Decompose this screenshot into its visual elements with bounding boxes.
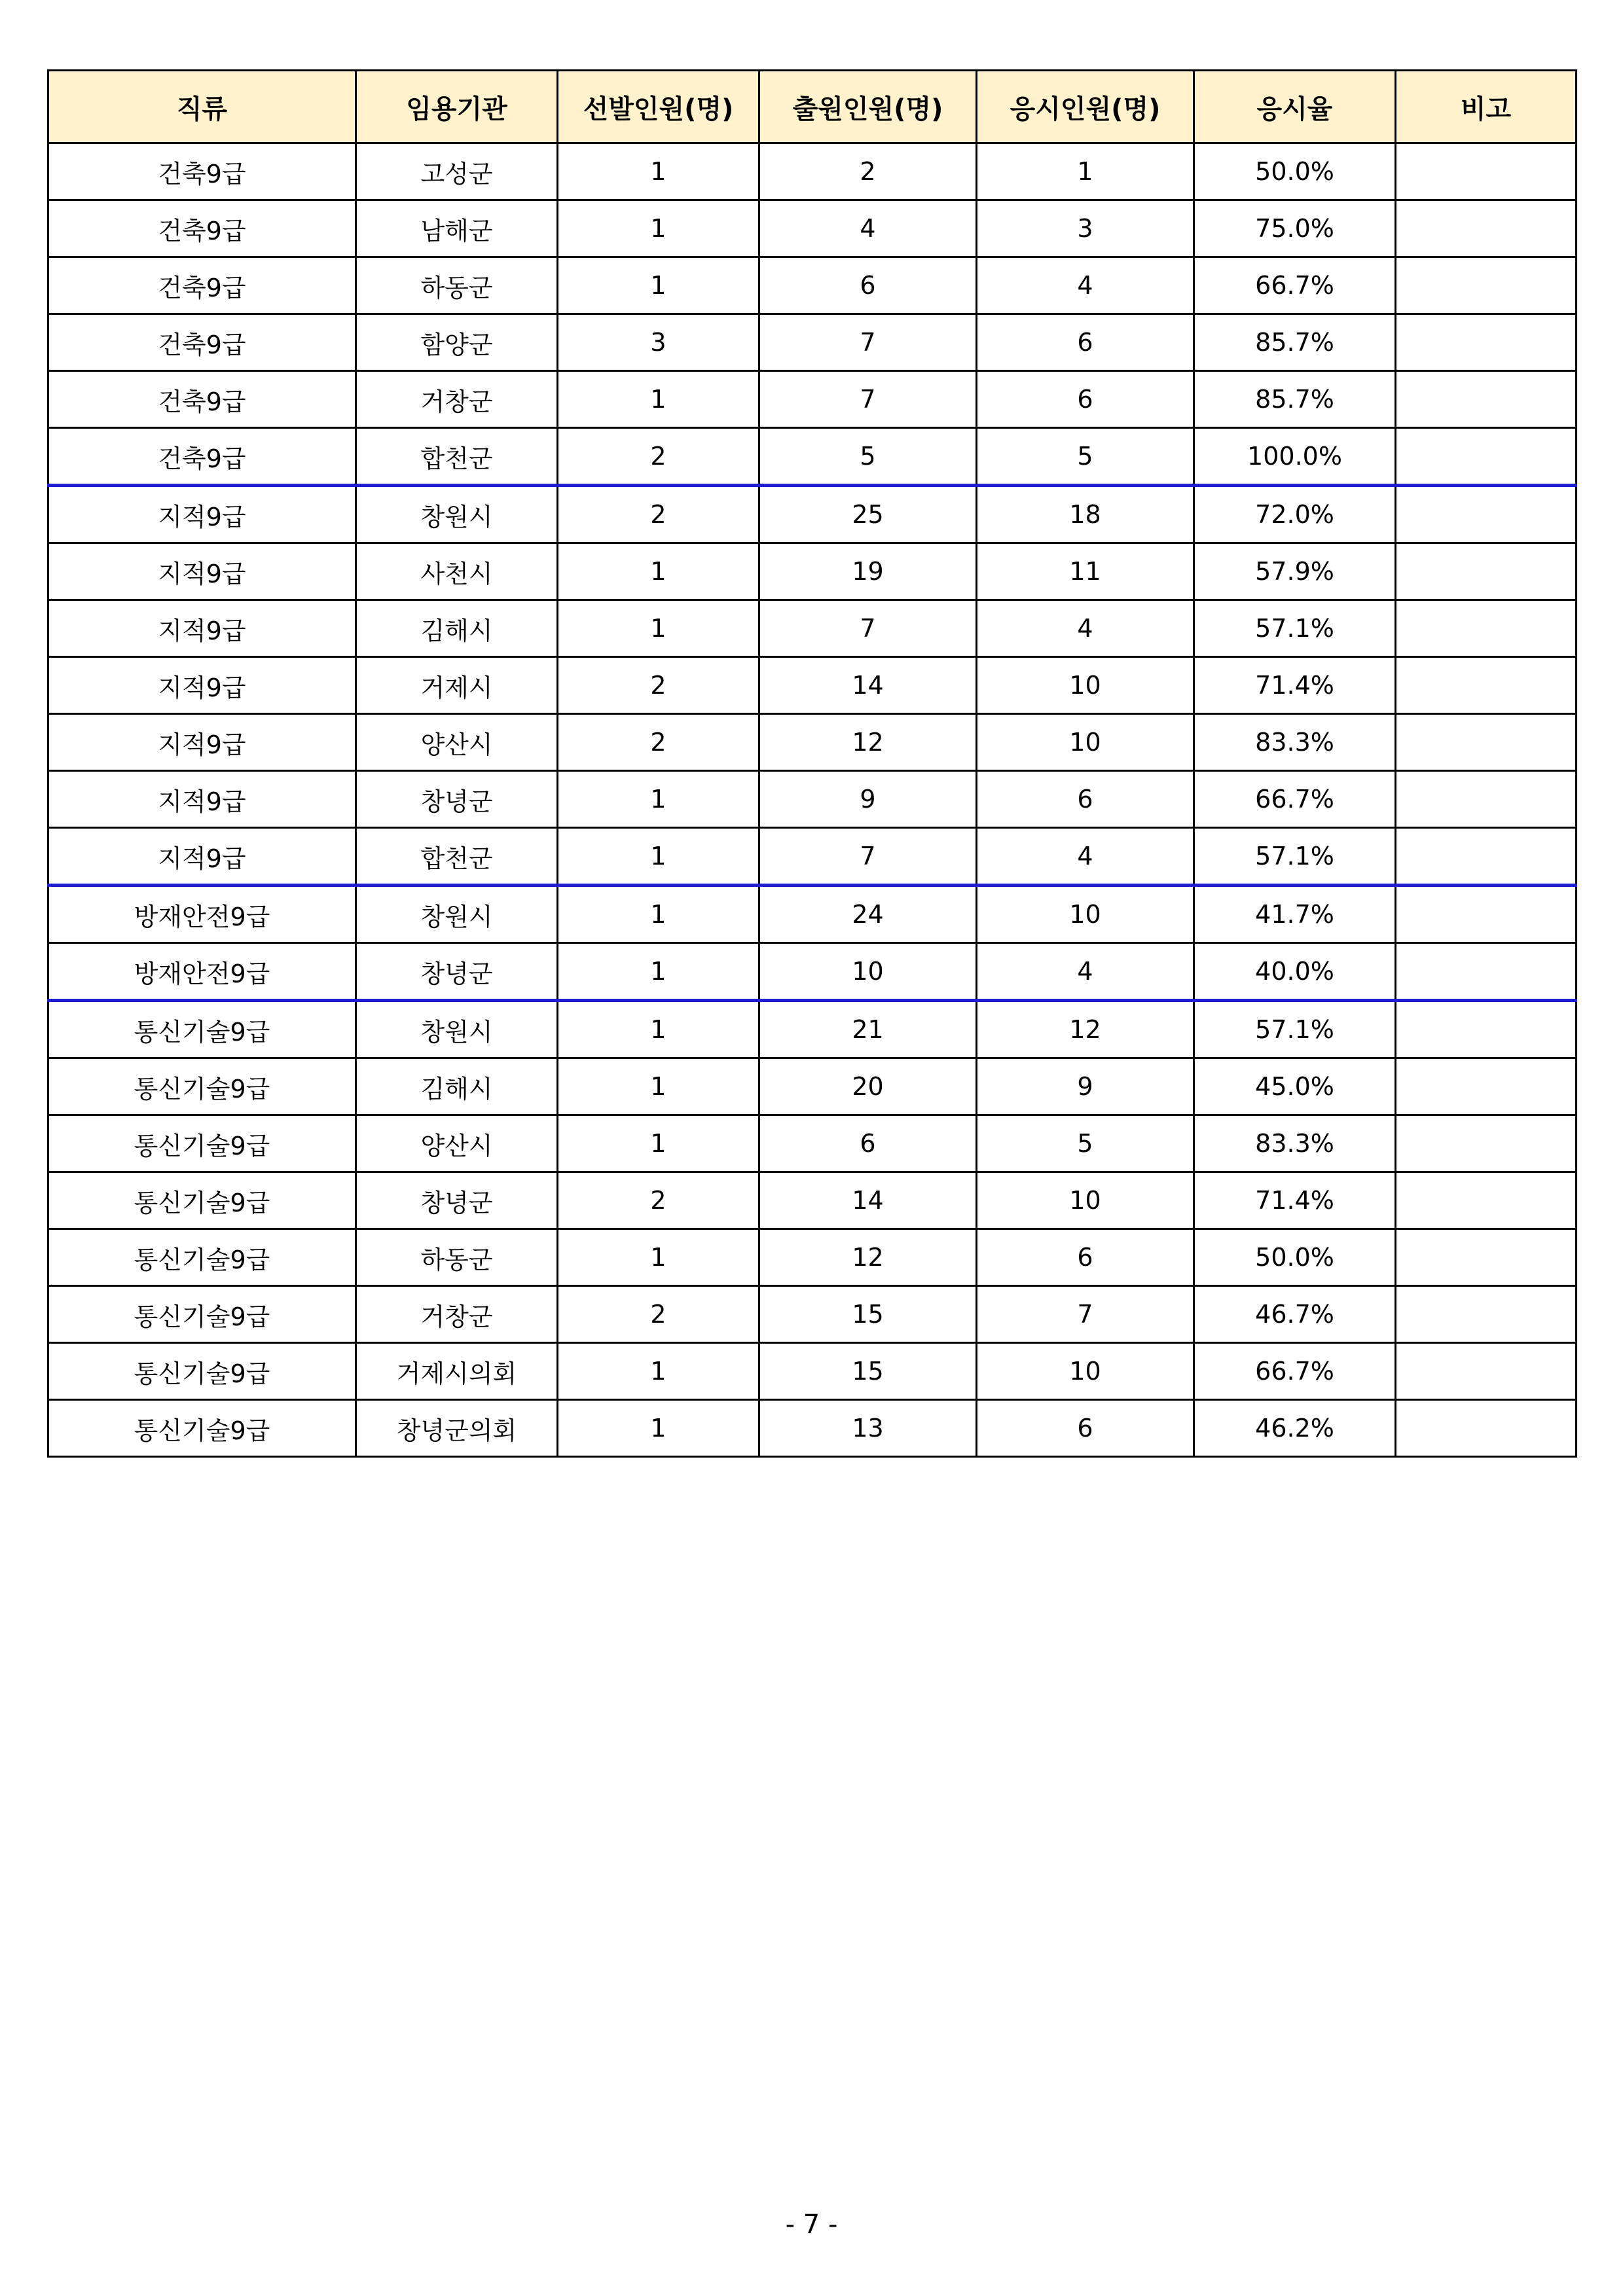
cell-examinee-count: 12 xyxy=(977,1001,1194,1058)
cell-job-class: 통신기술9급 xyxy=(48,1229,356,1286)
cell-remarks xyxy=(1396,1343,1577,1400)
cell-examinee-count: 18 xyxy=(977,486,1194,543)
cell-exam-rate: 85.7% xyxy=(1194,371,1396,428)
cell-examinee-count: 4 xyxy=(977,943,1194,1001)
table-row xyxy=(48,771,1577,828)
cell-selected-count: 1 xyxy=(558,1001,759,1058)
cell-agency: 하동군 xyxy=(356,1229,558,1286)
cell-examinee-count: 5 xyxy=(977,1115,1194,1172)
cell-agency: 창녕군 xyxy=(356,943,558,1001)
cell-exam-rate: 50.0% xyxy=(1194,143,1396,200)
cell-agency: 사천시 xyxy=(356,543,558,600)
cell-examinee-count: 7 xyxy=(977,1286,1194,1343)
cell-agency: 고성군 xyxy=(356,143,558,200)
cell-selected-count: 1 xyxy=(558,600,759,657)
cell-job-class: 방재안전9급 xyxy=(48,886,356,943)
cell-remarks xyxy=(1396,1172,1577,1229)
cell-applicant-count: 7 xyxy=(759,828,977,886)
cell-selected-count: 2 xyxy=(558,714,759,771)
cell-remarks xyxy=(1396,771,1577,828)
cell-exam-rate: 72.0% xyxy=(1194,486,1396,543)
cell-selected-count: 1 xyxy=(558,200,759,257)
cell-selected-count: 1 xyxy=(558,543,759,600)
cell-exam-rate: 66.7% xyxy=(1194,771,1396,828)
header-selected-count: 선발인원(명) xyxy=(558,71,759,143)
cell-examinee-count: 9 xyxy=(977,1058,1194,1115)
cell-selected-count: 1 xyxy=(558,257,759,314)
cell-remarks xyxy=(1396,371,1577,428)
cell-applicant-count: 25 xyxy=(759,486,977,543)
cell-applicant-count: 5 xyxy=(759,428,977,486)
cell-examinee-count: 6 xyxy=(977,1400,1194,1457)
cell-selected-count: 1 xyxy=(558,828,759,886)
cell-applicant-count: 10 xyxy=(759,943,977,1001)
cell-job-class: 통신기술9급 xyxy=(48,1172,356,1229)
table-row xyxy=(48,886,1577,943)
cell-applicant-count: 13 xyxy=(759,1400,977,1457)
cell-selected-count: 1 xyxy=(558,371,759,428)
cell-selected-count: 2 xyxy=(558,1286,759,1343)
cell-examinee-count: 10 xyxy=(977,886,1194,943)
cell-agency: 창원시 xyxy=(356,1001,558,1058)
cell-selected-count: 2 xyxy=(558,428,759,486)
cell-applicant-count: 14 xyxy=(759,657,977,714)
cell-remarks xyxy=(1396,314,1577,371)
cell-exam-rate: 46.2% xyxy=(1194,1400,1396,1457)
cell-applicant-count: 6 xyxy=(759,257,977,314)
cell-exam-rate: 66.7% xyxy=(1194,1343,1396,1400)
table-row xyxy=(48,543,1577,600)
cell-job-class: 건축9급 xyxy=(48,314,356,371)
cell-selected-count: 2 xyxy=(558,657,759,714)
cell-agency: 창녕군의회 xyxy=(356,1400,558,1457)
cell-agency: 남해군 xyxy=(356,200,558,257)
cell-examinee-count: 10 xyxy=(977,1172,1194,1229)
table-row xyxy=(48,1058,1577,1115)
cell-job-class: 지적9급 xyxy=(48,828,356,886)
cell-selected-count: 1 xyxy=(558,1400,759,1457)
cell-selected-count: 3 xyxy=(558,314,759,371)
cell-job-class: 지적9급 xyxy=(48,657,356,714)
cell-agency: 창원시 xyxy=(356,886,558,943)
cell-exam-rate: 71.4% xyxy=(1194,657,1396,714)
cell-job-class: 지적9급 xyxy=(48,771,356,828)
cell-exam-rate: 100.0% xyxy=(1194,428,1396,486)
cell-exam-rate: 41.7% xyxy=(1194,886,1396,943)
table-row xyxy=(48,314,1577,371)
cell-remarks xyxy=(1396,1058,1577,1115)
cell-exam-rate: 75.0% xyxy=(1194,200,1396,257)
cell-job-class: 건축9급 xyxy=(48,428,356,486)
header-agency: 임용기관 xyxy=(356,71,558,143)
cell-selected-count: 2 xyxy=(558,1172,759,1229)
cell-exam-rate: 85.7% xyxy=(1194,314,1396,371)
cell-applicant-count: 7 xyxy=(759,371,977,428)
cell-applicant-count: 12 xyxy=(759,714,977,771)
cell-examinee-count: 4 xyxy=(977,600,1194,657)
cell-selected-count: 1 xyxy=(558,1229,759,1286)
cell-agency: 거제시의회 xyxy=(356,1343,558,1400)
cell-job-class: 통신기술9급 xyxy=(48,1058,356,1115)
cell-applicant-count: 7 xyxy=(759,600,977,657)
cell-remarks xyxy=(1396,886,1577,943)
cell-exam-rate: 66.7% xyxy=(1194,257,1396,314)
cell-examinee-count: 10 xyxy=(977,714,1194,771)
cell-job-class: 통신기술9급 xyxy=(48,1115,356,1172)
cell-remarks xyxy=(1396,828,1577,886)
cell-examinee-count: 6 xyxy=(977,1229,1194,1286)
header-exam-rate: 응시율 xyxy=(1194,71,1396,143)
cell-applicant-count: 4 xyxy=(759,200,977,257)
table-row xyxy=(48,600,1577,657)
table-row xyxy=(48,486,1577,543)
cell-remarks xyxy=(1396,143,1577,200)
table-row xyxy=(48,828,1577,886)
cell-applicant-count: 6 xyxy=(759,1115,977,1172)
cell-remarks xyxy=(1396,714,1577,771)
cell-job-class: 건축9급 xyxy=(48,371,356,428)
table-row xyxy=(48,371,1577,428)
applicant-statistics-table xyxy=(47,69,1577,1458)
table-row xyxy=(48,657,1577,714)
page-number: - 7 - xyxy=(785,2210,838,2240)
cell-agency: 김해시 xyxy=(356,1058,558,1115)
cell-selected-count: 1 xyxy=(558,886,759,943)
cell-job-class: 통신기술9급 xyxy=(48,1286,356,1343)
table-row xyxy=(48,428,1577,486)
table-row xyxy=(48,1172,1577,1229)
cell-agency: 합천군 xyxy=(356,428,558,486)
cell-examinee-count: 6 xyxy=(977,371,1194,428)
cell-exam-rate: 50.0% xyxy=(1194,1229,1396,1286)
table-body xyxy=(48,143,1577,1457)
cell-selected-count: 1 xyxy=(558,1058,759,1115)
table-row xyxy=(48,1400,1577,1457)
cell-agency: 하동군 xyxy=(356,257,558,314)
table-row xyxy=(48,257,1577,314)
cell-exam-rate: 46.7% xyxy=(1194,1286,1396,1343)
cell-examinee-count: 10 xyxy=(977,657,1194,714)
cell-examinee-count: 6 xyxy=(977,314,1194,371)
cell-job-class: 통신기술9급 xyxy=(48,1400,356,1457)
header-examinee-count: 응시인원(명) xyxy=(977,71,1194,143)
cell-exam-rate: 45.0% xyxy=(1194,1058,1396,1115)
cell-agency: 창녕군 xyxy=(356,771,558,828)
cell-exam-rate: 40.0% xyxy=(1194,943,1396,1001)
cell-agency: 거창군 xyxy=(356,1286,558,1343)
cell-remarks xyxy=(1396,1115,1577,1172)
table-row xyxy=(48,1001,1577,1058)
cell-examinee-count: 3 xyxy=(977,200,1194,257)
cell-exam-rate: 57.1% xyxy=(1194,828,1396,886)
cell-agency: 양산시 xyxy=(356,1115,558,1172)
cell-examinee-count: 1 xyxy=(977,143,1194,200)
cell-selected-count: 1 xyxy=(558,143,759,200)
table-row xyxy=(48,143,1577,200)
header-applicant-count: 출원인원(명) xyxy=(759,71,977,143)
cell-remarks xyxy=(1396,486,1577,543)
cell-job-class: 지적9급 xyxy=(48,486,356,543)
cell-applicant-count: 2 xyxy=(759,143,977,200)
cell-agency: 양산시 xyxy=(356,714,558,771)
table-header xyxy=(48,71,1577,143)
table-row xyxy=(48,943,1577,1001)
cell-job-class: 통신기술9급 xyxy=(48,1343,356,1400)
cell-agency: 합천군 xyxy=(356,828,558,886)
cell-remarks xyxy=(1396,428,1577,486)
cell-examinee-count: 4 xyxy=(977,828,1194,886)
header-job-class: 직류 xyxy=(48,71,356,143)
cell-job-class: 통신기술9급 xyxy=(48,1001,356,1058)
cell-selected-count: 1 xyxy=(558,771,759,828)
cell-agency: 창녕군 xyxy=(356,1172,558,1229)
cell-job-class: 지적9급 xyxy=(48,600,356,657)
table-row xyxy=(48,1229,1577,1286)
cell-job-class: 건축9급 xyxy=(48,257,356,314)
cell-remarks xyxy=(1396,600,1577,657)
cell-applicant-count: 15 xyxy=(759,1286,977,1343)
cell-remarks xyxy=(1396,200,1577,257)
cell-examinee-count: 4 xyxy=(977,257,1194,314)
table-row xyxy=(48,1115,1577,1172)
cell-exam-rate: 83.3% xyxy=(1194,1115,1396,1172)
cell-applicant-count: 14 xyxy=(759,1172,977,1229)
cell-remarks xyxy=(1396,257,1577,314)
cell-examinee-count: 5 xyxy=(977,428,1194,486)
header-remarks: 비고 xyxy=(1396,71,1577,143)
cell-remarks xyxy=(1396,1286,1577,1343)
cell-applicant-count: 19 xyxy=(759,543,977,600)
table-row xyxy=(48,1343,1577,1400)
cell-job-class: 지적9급 xyxy=(48,714,356,771)
cell-job-class: 방재안전9급 xyxy=(48,943,356,1001)
cell-agency: 김해시 xyxy=(356,600,558,657)
cell-selected-count: 2 xyxy=(558,486,759,543)
cell-exam-rate: 57.1% xyxy=(1194,600,1396,657)
cell-remarks xyxy=(1396,1400,1577,1457)
header-row xyxy=(48,71,1577,143)
cell-exam-rate: 71.4% xyxy=(1194,1172,1396,1229)
cell-agency: 거제시 xyxy=(356,657,558,714)
cell-applicant-count: 7 xyxy=(759,314,977,371)
cell-remarks xyxy=(1396,543,1577,600)
cell-job-class: 건축9급 xyxy=(48,200,356,257)
cell-exam-rate: 57.9% xyxy=(1194,543,1396,600)
cell-remarks xyxy=(1396,1229,1577,1286)
cell-job-class: 건축9급 xyxy=(48,143,356,200)
cell-examinee-count: 10 xyxy=(977,1343,1194,1400)
table-row xyxy=(48,200,1577,257)
cell-applicant-count: 20 xyxy=(759,1058,977,1115)
cell-agency: 창원시 xyxy=(356,486,558,543)
cell-applicant-count: 24 xyxy=(759,886,977,943)
cell-agency: 거창군 xyxy=(356,371,558,428)
cell-exam-rate: 57.1% xyxy=(1194,1001,1396,1058)
cell-applicant-count: 21 xyxy=(759,1001,977,1058)
cell-selected-count: 1 xyxy=(558,1115,759,1172)
cell-examinee-count: 11 xyxy=(977,543,1194,600)
cell-selected-count: 1 xyxy=(558,943,759,1001)
cell-remarks xyxy=(1396,1001,1577,1058)
cell-remarks xyxy=(1396,943,1577,1001)
table-row xyxy=(48,1286,1577,1343)
cell-selected-count: 1 xyxy=(558,1343,759,1400)
cell-exam-rate: 83.3% xyxy=(1194,714,1396,771)
cell-applicant-count: 12 xyxy=(759,1229,977,1286)
cell-applicant-count: 15 xyxy=(759,1343,977,1400)
table-row xyxy=(48,714,1577,771)
cell-examinee-count: 6 xyxy=(977,771,1194,828)
cell-agency: 함양군 xyxy=(356,314,558,371)
cell-applicant-count: 9 xyxy=(759,771,977,828)
cell-remarks xyxy=(1396,657,1577,714)
cell-job-class: 지적9급 xyxy=(48,543,356,600)
